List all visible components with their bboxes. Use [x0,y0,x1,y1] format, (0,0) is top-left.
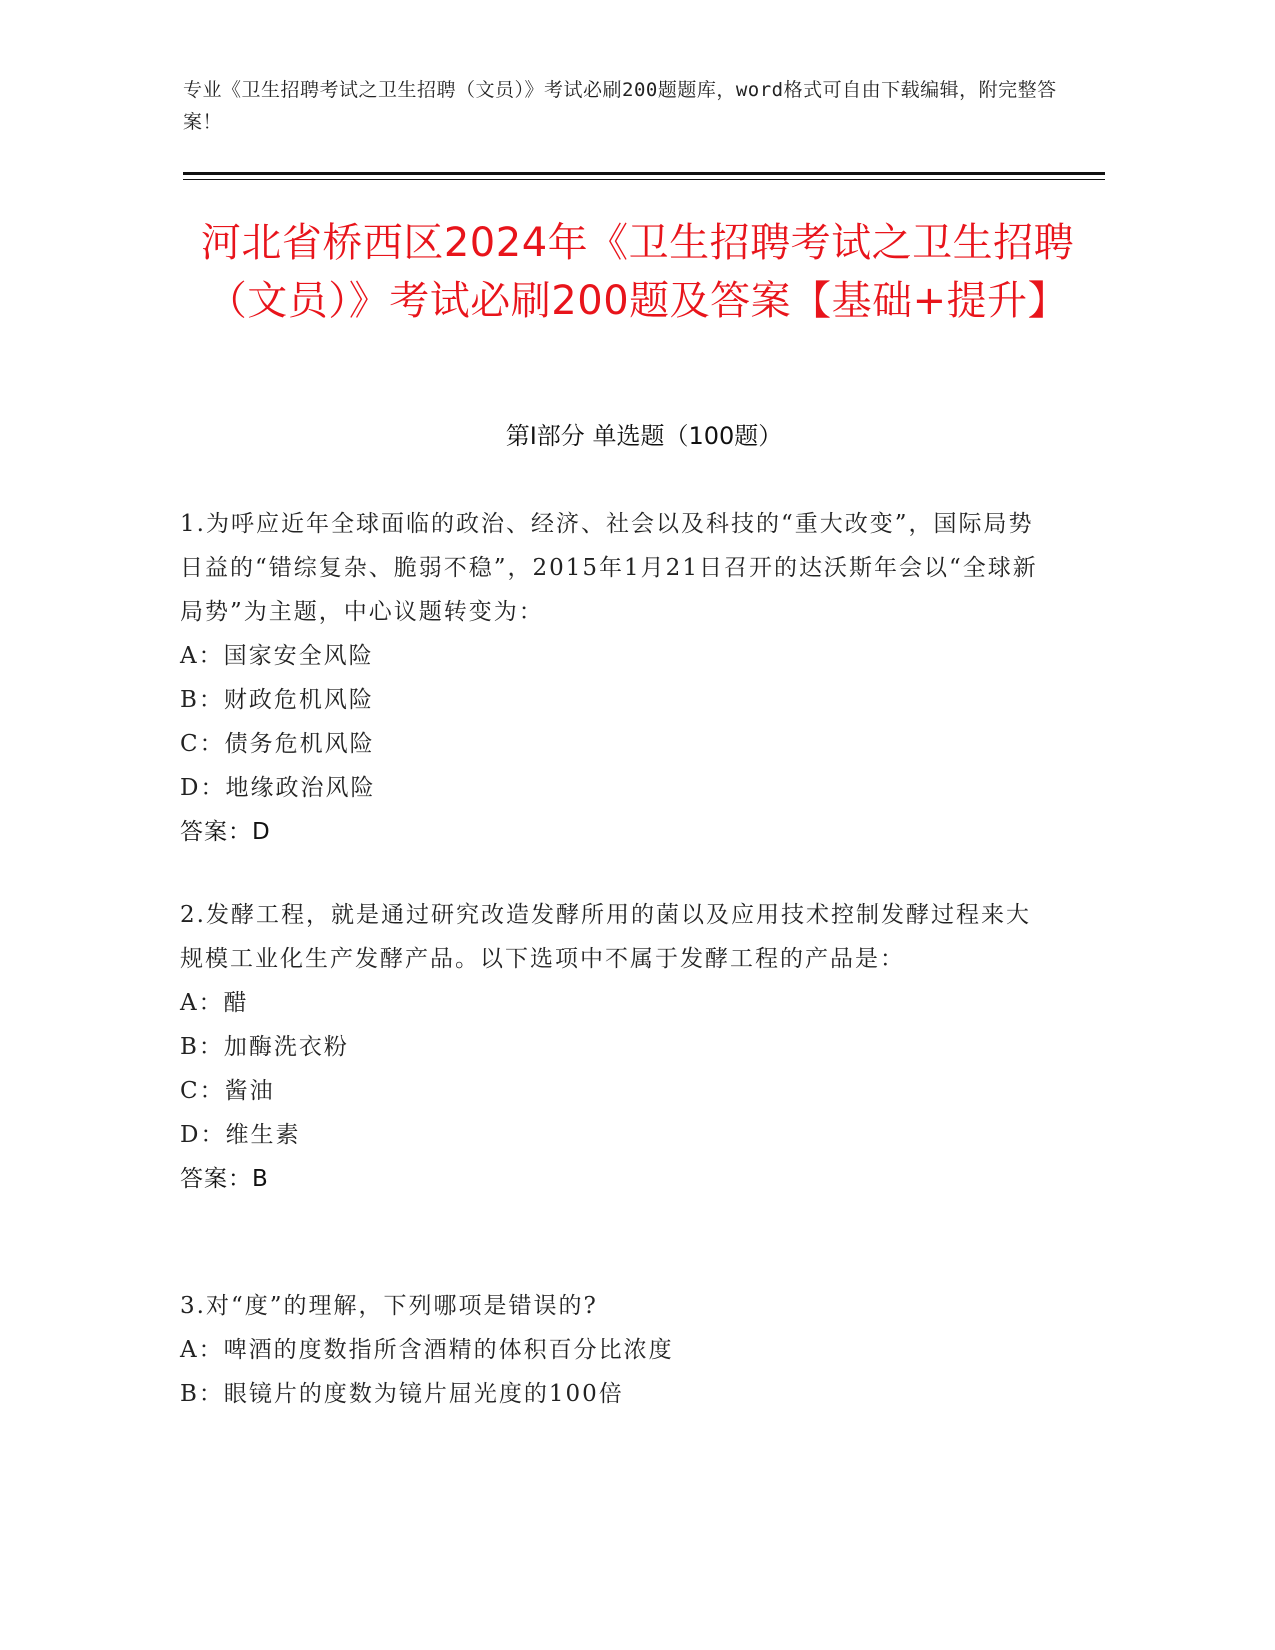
question-2 [180,893,1050,1201]
option-a: A：国家安全风险 [180,643,374,669]
header-divider-thick [183,172,1105,175]
question-stem: 3.对“度”的理解，下列哪项是错误的? [180,1293,598,1319]
header-note: 专业《卫生招聘考试之卫生招聘（文员）》考试必刷200题题库，word格式可自由下载编辑，附完整答案！ [183,79,1057,133]
question-3 [180,1284,1050,1416]
option-b: B：眼镜片的度数为镜片屈光度的100倍 [180,1381,624,1407]
section-title: 第Ⅰ部分 单选题（100题） [505,422,783,450]
answer: 答案：D [180,819,271,845]
option-d: D：地缘政治风险 [180,775,376,801]
option-b: B：财政危机风险 [180,687,374,713]
answer: 答案：B [180,1166,269,1192]
option-c: C：债务危机风险 [180,731,375,757]
header-divider-thin [183,179,1105,180]
option-d: D：维生素 [180,1122,301,1148]
option-a: A：啤酒的度数指所含酒精的体积百分比浓度 [180,1337,674,1363]
option-c: C：酱油 [180,1078,275,1104]
document-title: 河北省桥西区2024年《卫生招聘考试之卫生招聘（文员）》考试必刷200题及答案【基础+提升】 [200,220,1075,324]
question-stem: 1.为呼应近年全球面临的政治、经济、社会以及科技的“重大改变”，国际局势日益的“错综复杂、脆弱不稳”，2015年1月21日召开的达沃斯年会以“全球新局势”为主题，中心议题转变为： [180,511,1038,625]
question-1 [180,502,1050,854]
option-b: B：加酶洗衣粉 [180,1034,349,1060]
option-a: A：醋 [180,990,249,1016]
question-stem: 2.发酵工程，就是通过研究改造发酵所用的菌以及应用技术控制发酵过程来大规模工业化生产发酵产品。以下选项中不属于发酵工程的产品是： [180,902,1031,972]
